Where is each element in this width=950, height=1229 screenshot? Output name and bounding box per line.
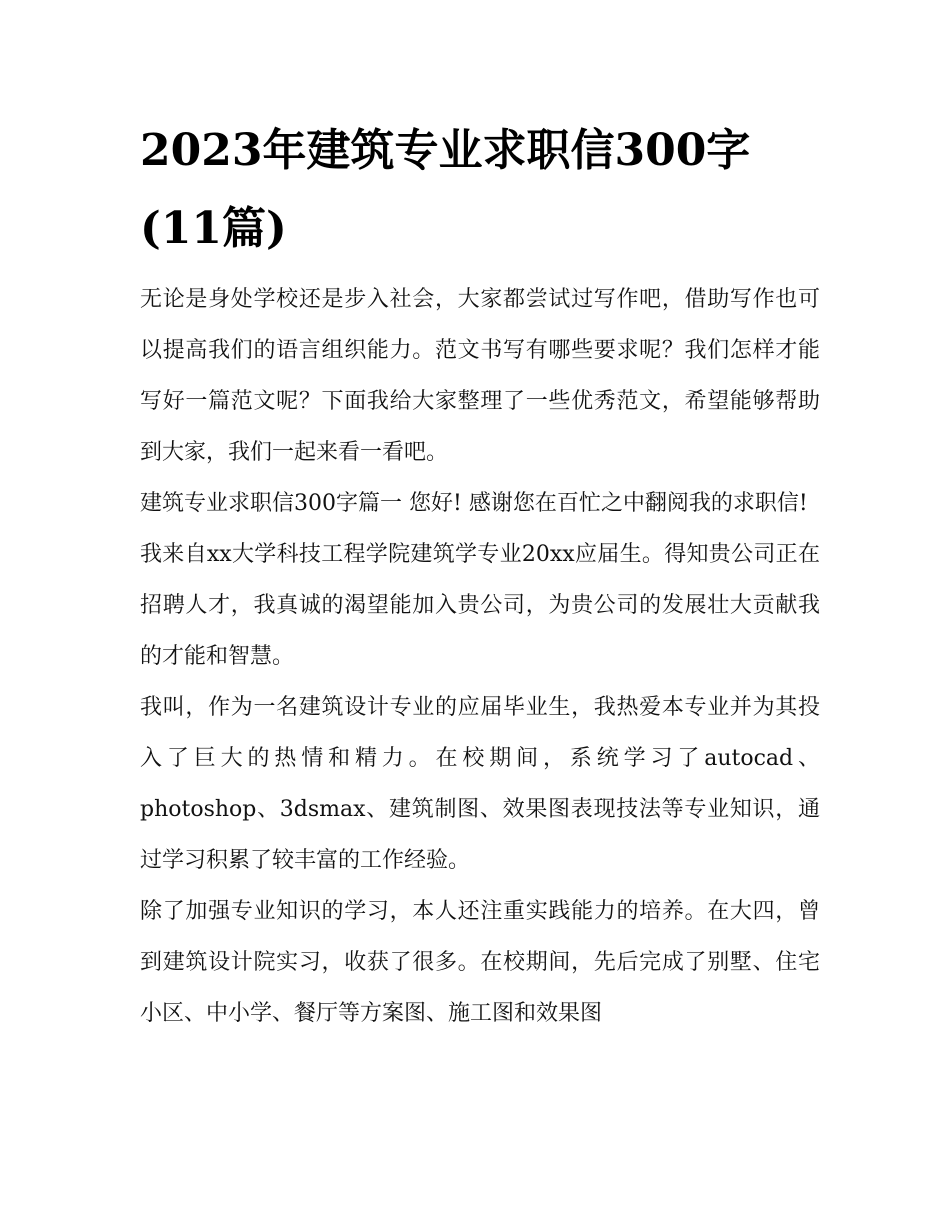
document-title: 2023年建筑专业求职信300字(11篇) [140,125,751,254]
paragraph-practice: 除了加强专业知识的学习，本人还注重实践能力的培养。在大四，曾到建筑设计院实习，收获了很多。在校期间，先后完成了别墅、住宅小区、中小学、餐厅等方案图、施工图和效果图 [140,899,820,1026]
paragraph-greeting: 建筑专业求职信300字篇一 您好! 感谢您在百忙之中翻阅我的求职信! [140,491,808,516]
paragraph-background: 我来自xx大学科技工程学院建筑学专业20xx应届生。得知贵公司正在招聘人才，我真诚的渴望能加入贵公司，为贵公司的发展壮大贡献我的才能和智慧。 [140,542,820,669]
paragraph-intro: 无论是身处学校还是步入社会，大家都尝试过写作吧，借助写作也可以提高我们的语言组织能力。范文书写有哪些要求呢？我们怎样才能写好一篇范文呢？下面我给大家整理了一些优秀范文，希望能够帮助到大家，我们一起来看一看吧。 [140,287,820,465]
document-body [140,274,820,1039]
paragraph-skills: 我叫，作为一名建筑设计专业的应届毕业生，我热爱本专业并为其投入了巨大的热情和精力。在校期间，系统学习了autocad、photoshop、3dsmax、建筑制图、效果图表现技法等专业知识，通过学习积累了较丰富的工作经验。 [140,695,820,873]
